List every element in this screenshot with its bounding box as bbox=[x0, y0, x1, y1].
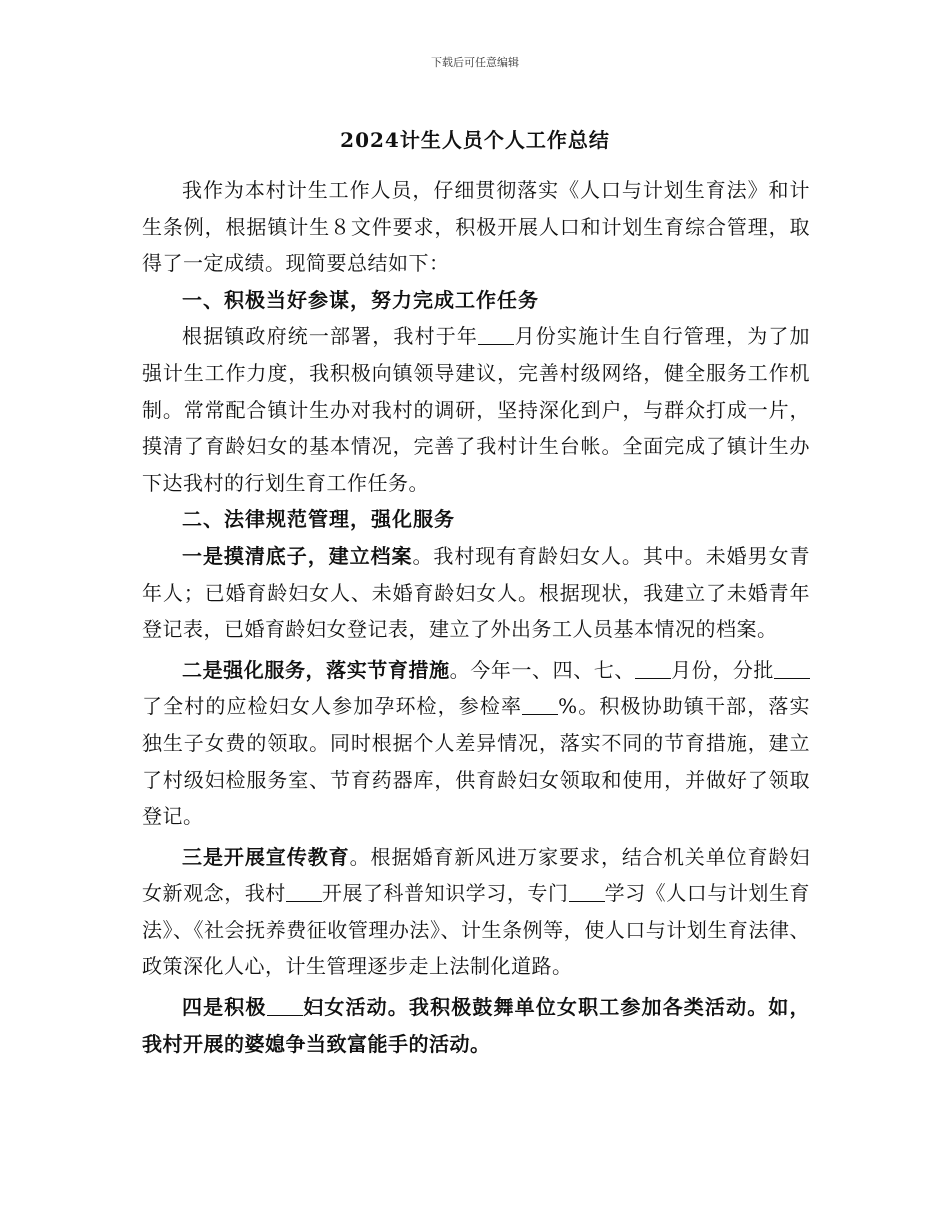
section-2-item-1 bbox=[142, 538, 810, 648]
item-2-text-b: 月份，分批 bbox=[670, 657, 775, 682]
fill-blank bbox=[569, 881, 605, 902]
section-1-text-b: 月份实施计生自行管理，为了加强计生工作力度，我积极向镇领导建议，完善村级网络，健全服务工作机制。常常配合镇计生办对我村的调研，坚持深化到户，与群众打成一片，摸清了育龄妇女的基本情况，完善了我村计生台帐。全面完成了镇计生办下达我村的行划生育工作任务。 bbox=[142, 324, 810, 495]
document-title: 2024计生人员个人工作总结 bbox=[340, 128, 610, 152]
fill-blank bbox=[774, 658, 810, 679]
item-4-text-a: 四是积极 bbox=[182, 995, 267, 1020]
item-2-text-d: %。积极协助镇干部，落实独生子女费的领取。同时根据个人差异情况，落实不同的节育措施，建立了村级妇检服务室、节育药器库，供育龄妇女领取和使用，并做好了领取登记。 bbox=[142, 694, 810, 829]
item-3-lead: 三是开展宣传教育 bbox=[182, 844, 350, 869]
fill-blank bbox=[522, 694, 558, 715]
item-3-text-b: 开展了科普知识学习，专门 bbox=[321, 881, 569, 906]
item-2-lead: 二是强化服务，落实节育措施 bbox=[182, 657, 450, 682]
document-body bbox=[142, 172, 810, 1062]
item-2-text-a: 。今年一、四、七、 bbox=[449, 657, 635, 682]
fill-blank bbox=[635, 658, 671, 679]
section-2-heading: 二、法律规范管理，强化服务 bbox=[182, 507, 455, 532]
section-2-item-3 bbox=[142, 839, 810, 985]
intro-paragraph: 我作为本村计生工作人员，仔细贯彻落实《人口与计划生育法》和计生条例，根据镇计生８文件要求，积极开展人口和计划生育综合管理，取得了一定成绩。现简要总结如下： bbox=[142, 178, 810, 276]
item-3-text-a: 。根据婚育新风进万家要求，结合机关单位育龄妇女新观念，我村 bbox=[142, 844, 811, 906]
section-1-heading: 一、积极当好参谋，努力完成工作任务 bbox=[182, 287, 539, 312]
fill-blank bbox=[267, 995, 303, 1016]
item-4-text-b: 妇女活动。我积极鼓舞单位女职工参加各类活动。如，我村开展的婆媳争当致富能手的活动。 bbox=[142, 995, 811, 1056]
fill-blank bbox=[286, 881, 322, 902]
section-1-text-a: 根据镇政府统一部署，我村于年 bbox=[182, 324, 478, 349]
header-note: 下载后可任意编辑 bbox=[431, 56, 519, 69]
section-1-paragraph bbox=[142, 318, 810, 501]
section-2-item-2 bbox=[142, 652, 810, 835]
section-2-item-4 bbox=[142, 989, 810, 1062]
item-3-text-c: 学习《人口与计划生育法》、《社会抚养费征收管理办法》、计生条例等，使人口与计划生育法律、政策深化人心，计生管理逐步走上法制化道路。 bbox=[142, 881, 811, 979]
item-1-text: 。我村现有育龄妇女人。其中。未婚男女青年人；已婚育龄妇女人、未婚育龄妇女人。根据现状，我建立了未婚青年登记表，已婚育龄妇女登记表，建立了外出务工人员基本情况的档案。 bbox=[142, 543, 811, 642]
item-2-text-c: 了全村的应检妇女人参加孕环检，参检率 bbox=[142, 694, 523, 719]
fill-blank bbox=[478, 324, 514, 345]
item-1-lead: 一是摸清底子，建立档案 bbox=[182, 543, 413, 568]
